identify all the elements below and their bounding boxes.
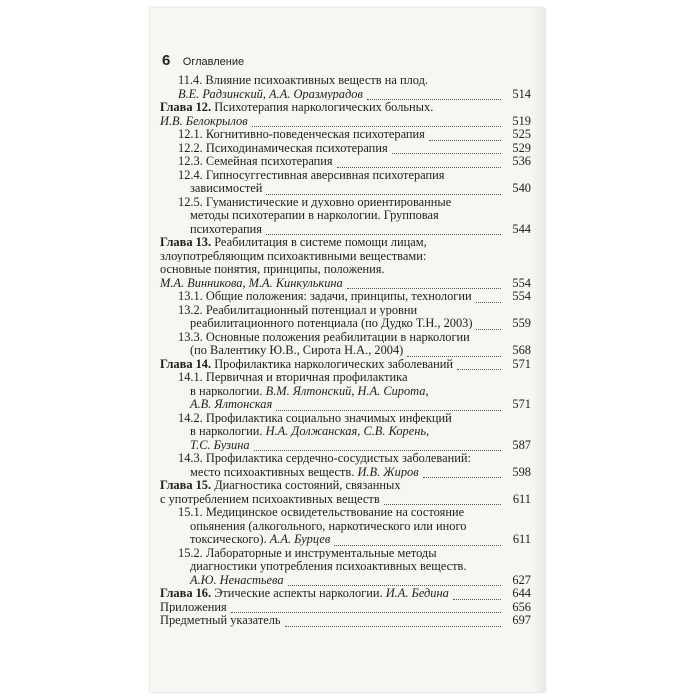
toc-entry-text (178, 87, 365, 101)
toc-entry-text (160, 600, 229, 614)
book-page (150, 8, 545, 692)
entry-title: опьянения (алкогольного, наркотического или иного (190, 518, 467, 533)
chapter-label: Глава 15. (160, 478, 212, 492)
toc-entry (160, 425, 531, 439)
entry-title: 12.2. Психодинамическая психотерапия (178, 140, 388, 155)
toc-entry (160, 277, 531, 291)
page-ref: 656 (512, 599, 531, 614)
author-names: И.В. Жиров (357, 464, 419, 479)
entry-title: Профилактика наркологических заболеваний (211, 356, 454, 371)
toc-entry-text (178, 73, 430, 87)
page-number: 6 (162, 52, 171, 69)
toc-entry (160, 115, 531, 129)
toc-entry-text (160, 114, 250, 128)
toc-entry (160, 547, 531, 561)
toc-entry-text (190, 208, 441, 222)
toc-entry-text (178, 289, 474, 303)
author-names: И.А. Бедина (385, 586, 449, 600)
page-ref: 540 (512, 181, 531, 195)
entry-title: 13.2. Реабилитационный потенциал и уровни (178, 302, 418, 317)
toc-entry (160, 587, 531, 601)
entry-title: реабилитационного потенциала (по Дудко Т.Н., 2003) (190, 316, 473, 330)
toc-entry-text (160, 235, 429, 249)
toc-entry-text (178, 141, 390, 155)
toc-entry (160, 601, 531, 615)
page-ref: 544 (512, 221, 531, 236)
author-names: М.А. Винникова, М.А. Кинкулькина (160, 275, 343, 290)
chapter-label: Глава 14. (160, 356, 212, 371)
toc-entry (160, 169, 531, 183)
entry-title: Реабилитация в системе помощи лицам, (211, 235, 427, 249)
author-names: Н.А. Должанская, С.В. Корень, (265, 424, 430, 438)
toc-entry-text (190, 222, 264, 236)
page-ref: 587 (512, 437, 531, 452)
page-spine-shadow (531, 8, 545, 692)
dot-leader (285, 626, 501, 627)
toc-entry (160, 560, 531, 574)
author-names: И.В. Белокрылов (160, 113, 248, 128)
toc-entry (160, 196, 531, 210)
toc-entry (160, 142, 531, 156)
entry-title: 11.4. Влияние психоактивных веществ на плод. (178, 73, 429, 87)
chapter-label: Глава 16. (160, 586, 212, 600)
dot-leader (476, 302, 501, 303)
toc-entry-text (190, 465, 421, 479)
entry-title: основные понятия, принципы, положения. (160, 262, 385, 276)
entry-title: Психотерапия наркологических больных. (211, 100, 434, 114)
toc-entry-text (190, 181, 264, 195)
author-names: В.М. Ялтонский, Н.А. Сирота, (265, 383, 429, 398)
page-ref: 627 (512, 572, 531, 587)
entry-title: 12.4. Гипносуггестивная аверсивная психотерапия (178, 167, 445, 182)
toc-entry-text (178, 546, 439, 560)
author-names: А.В. Ялтонская (190, 397, 273, 411)
page-ref: 554 (512, 275, 531, 290)
entry-title: Этические аспекты наркологии. (211, 586, 386, 600)
author-names: А.А. Бурцев (269, 532, 331, 546)
toc-entry-text (190, 343, 405, 357)
toc-entry (160, 344, 531, 358)
toc-entry (160, 479, 531, 493)
toc-entry (160, 412, 531, 426)
toc-entry (160, 506, 531, 520)
page-ref: 514 (512, 86, 531, 101)
entry-title: с употреблением психоактивных веществ (160, 491, 380, 506)
dot-leader (476, 329, 501, 330)
dot-leader (429, 140, 501, 141)
toc-entry-text (160, 586, 451, 600)
toc-entry-text (178, 303, 419, 317)
toc-entry-text (160, 249, 428, 263)
table-of-contents (160, 74, 531, 628)
entry-title: 14.1. Первичная и вторичная профилактика (178, 370, 408, 384)
toc-entry (160, 439, 531, 453)
toc-entry-text (160, 262, 387, 276)
toc-entry-text (190, 424, 431, 438)
toc-entry (160, 263, 531, 277)
toc-entry (160, 533, 531, 547)
entry-title: (по Валентику Ю.В., Сирота Н.А., 2004) (190, 343, 404, 357)
toc-entry (160, 614, 531, 628)
page-ref: 568 (512, 343, 531, 357)
entry-title: зависимостей (190, 181, 263, 195)
toc-entry (160, 574, 531, 588)
entry-title: 13.1. Общие положения: задачи, принципы, технологии (178, 289, 472, 303)
entry-title: 14.2. Профилактика социально значимых инфекций (178, 410, 452, 425)
toc-entry (160, 101, 531, 115)
page-ref: 644 (512, 586, 531, 600)
toc-entry (160, 223, 531, 237)
toc-entry (160, 385, 531, 399)
toc-entry-text (178, 195, 453, 209)
running-title: Оглавление (182, 56, 245, 68)
page-header (162, 52, 244, 70)
toc-entry (160, 236, 531, 250)
toc-entry (160, 466, 531, 480)
toc-entry (160, 290, 531, 304)
toc-entry-text (160, 613, 283, 627)
entry-title: Предметный указатель (160, 613, 281, 627)
toc-entry (160, 155, 531, 169)
toc-entry-text (178, 127, 427, 141)
toc-entry-text (178, 505, 466, 519)
toc-entry-text (178, 154, 335, 168)
entry-title: 12.1. Когнитивно-поведенческая психотерапия (178, 127, 425, 141)
toc-entry-text (178, 168, 446, 182)
entry-title: психотерапия (190, 221, 262, 236)
toc-entry-text (190, 384, 431, 398)
toc-entry-text (178, 330, 472, 344)
entry-title: 15.2. Лабораторные и инструментальные методы (178, 545, 437, 560)
toc-entry (160, 493, 531, 507)
entry-title: 15.1. Медицинское освидетельствование на состояние (178, 505, 465, 519)
entry-title: 14.3. Профилактика сердечно-сосудистых заболеваний: (178, 451, 471, 465)
entry-title: токсического). (190, 532, 270, 546)
entry-title: 13.3. Основные положения реабилитации в наркологии (178, 329, 470, 344)
page-ref: 554 (512, 289, 531, 303)
toc-entry-text (160, 276, 345, 290)
toc-entry (160, 74, 531, 88)
toc-entry-text (190, 573, 286, 587)
dot-leader (392, 153, 501, 154)
toc-entry (160, 520, 531, 534)
toc-entry (160, 182, 531, 196)
toc-entry (160, 88, 531, 102)
entry-title: в наркологии. (190, 383, 266, 398)
entry-title: методы психотерапии в наркологии. Групповая (190, 208, 439, 222)
toc-entry (160, 209, 531, 223)
author-names: А.Ю. Ненастьева (190, 572, 284, 587)
page-ref: 611 (512, 532, 531, 546)
toc-entry (160, 317, 531, 331)
toc-entry (160, 452, 531, 466)
chapter-label: Глава 13. (160, 235, 212, 249)
page-ref: 536 (512, 154, 531, 168)
toc-entry (160, 304, 531, 318)
chapter-label: Глава 12. (160, 100, 212, 114)
toc-entry (160, 398, 531, 412)
page-ref: 697 (512, 613, 531, 627)
toc-entry (160, 128, 531, 142)
toc-entry-text (190, 438, 252, 452)
page-ref: 559 (512, 316, 531, 330)
page-ref: 525 (512, 127, 531, 141)
page-ref: 519 (512, 113, 531, 128)
toc-entry-text (160, 492, 382, 506)
toc-entry (160, 331, 531, 345)
toc-entry-text (190, 519, 468, 533)
entry-title: злоупотребляющим психоактивными веществами: (160, 248, 427, 263)
toc-entry (160, 358, 531, 372)
toc-entry-text (178, 411, 454, 425)
entry-title: диагностики употребления психоактивных веществ. (190, 559, 467, 573)
toc-entry-text (190, 532, 332, 546)
entry-title: 12.3. Семейная психотерапия (178, 154, 333, 168)
toc-entry-text (160, 357, 455, 371)
entry-title: Диагностика состояний, связанных (211, 478, 401, 492)
entry-title: Приложения (160, 599, 227, 614)
page-ref: 571 (512, 356, 531, 371)
toc-entry (160, 371, 531, 385)
toc-entry (160, 250, 531, 264)
entry-title: в наркологии. (190, 424, 266, 438)
page-ref: 571 (512, 397, 531, 411)
entry-title: 12.5. Гуманистические и духовно ориентированные (178, 194, 452, 209)
toc-entry-text (190, 316, 474, 330)
toc-entry-text (190, 559, 468, 573)
dot-leader (423, 477, 501, 478)
page-ref: 529 (512, 140, 531, 155)
toc-entry-text (178, 451, 473, 465)
page-ref: 598 (512, 464, 531, 479)
page-ref: 611 (512, 491, 531, 506)
toc-entry-text (178, 370, 409, 384)
toc-entry-text (160, 100, 435, 114)
toc-entry-text (190, 397, 274, 411)
dot-leader (453, 599, 501, 600)
entry-title: место психоактивных веществ. (190, 464, 358, 479)
author-names: Т.С. Бузина (190, 437, 250, 452)
toc-entry-text (160, 478, 403, 492)
author-names: В.Е. Радзинский, А.А. Оразмурадов (178, 86, 363, 101)
dot-leader (457, 369, 501, 370)
